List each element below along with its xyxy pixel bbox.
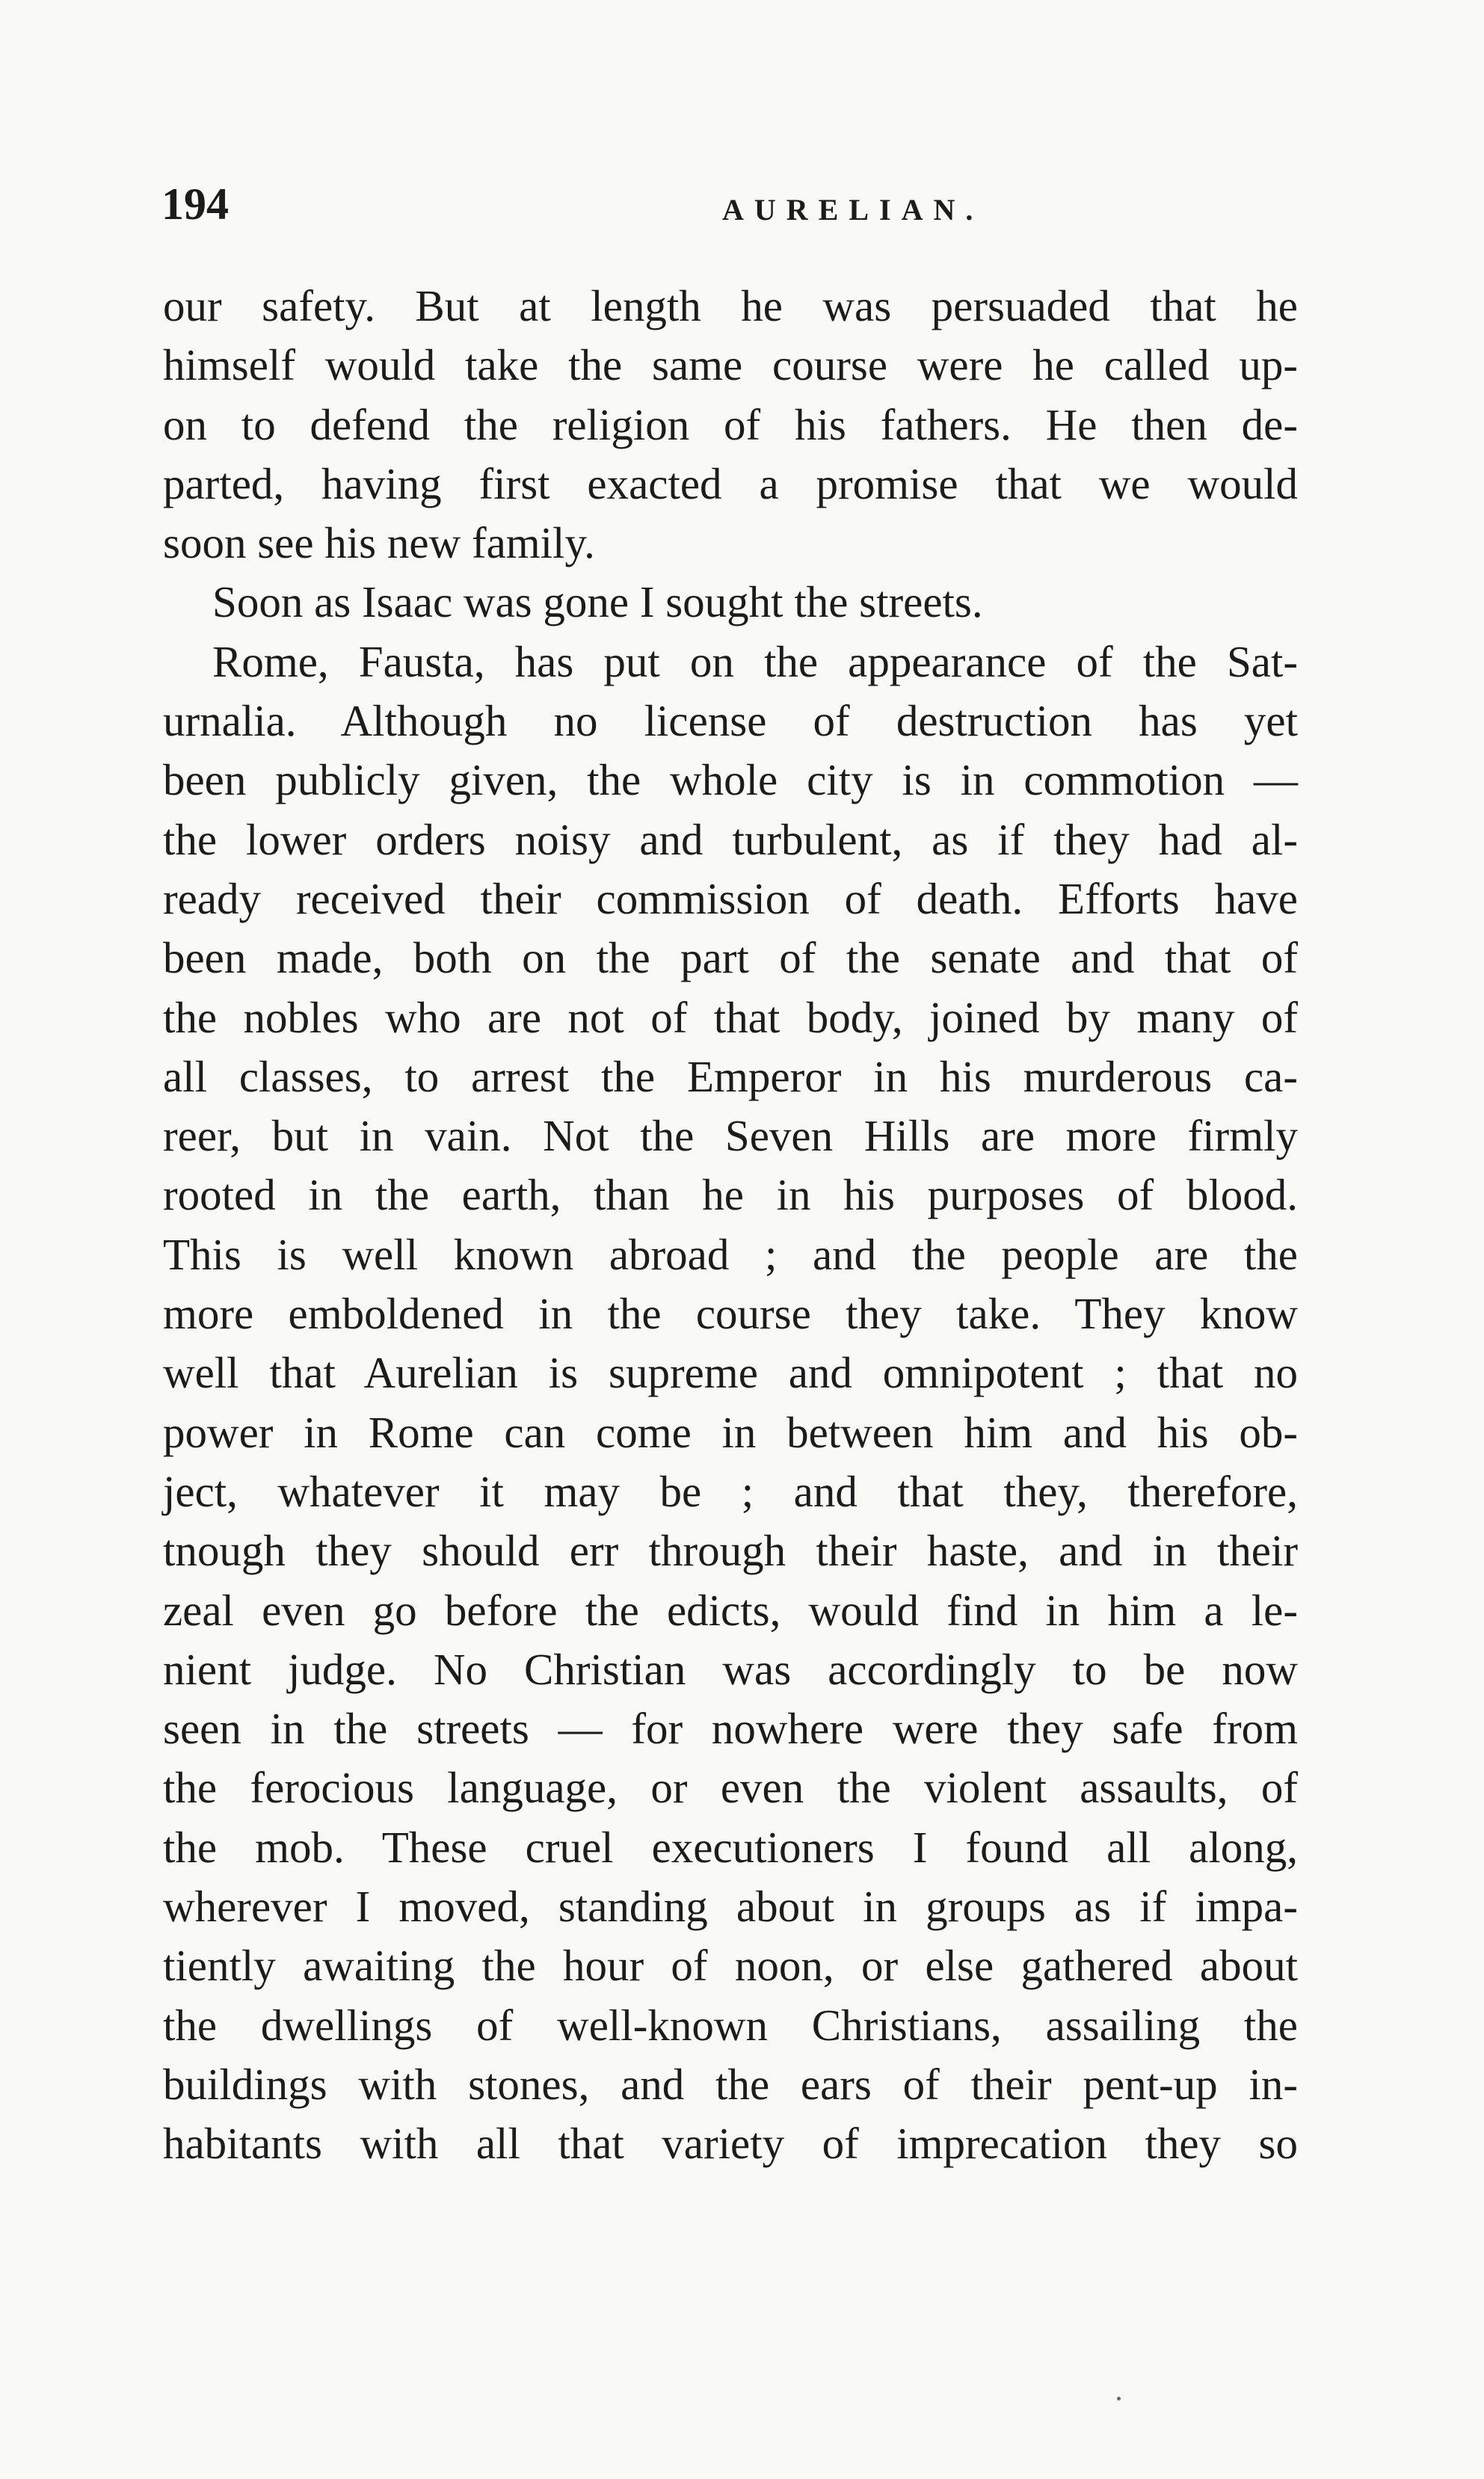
text-line: our safety. But at length he was persuaded that he [163, 281, 1298, 330]
text-line: parted, having first exacted a promise that we would [163, 458, 1298, 508]
text-line: the nobles who are not of that body, joined by many of [163, 992, 1298, 1042]
text-line: seen in the streets — for nowhere were they safe from [163, 1704, 1298, 1754]
text-line: urnalia. Although no license of destruction has yet [163, 696, 1298, 746]
text-line: tnough they should err through their haste, and in their [163, 1526, 1298, 1576]
running-title: AURELIAN. [722, 193, 984, 227]
text-line: the lower orders noisy and turbulent, as if they had al- [163, 814, 1298, 864]
text-line: soon see his new family. [163, 518, 595, 568]
text-line: on to defend the religion of his fathers. He then de- [163, 399, 1298, 449]
text-line: buildings with stones, and the ears of their pent-up in- [163, 2059, 1298, 2109]
text-line: well that Aurelian is supreme and omnipotent ; that no [163, 1348, 1298, 1398]
text-line: all classes, to arrest the Emperor in his murderous ca- [163, 1051, 1298, 1101]
text-line: more emboldened in the course they take. They know [163, 1289, 1298, 1339]
text-line: Soon as Isaac was gone I sought the streets. [212, 577, 983, 627]
text-line: the ferocious language, or even the violent assaults, of [163, 1763, 1298, 1813]
paper-speck [1117, 2397, 1121, 2401]
text-line: wherever I moved, standing about in groups as if impa- [163, 1882, 1298, 1932]
body-text [163, 277, 1298, 2174]
text-line: the mob. These cruel executioners I found all along, [163, 1822, 1298, 1872]
page-number: 194 [161, 179, 229, 229]
text-line: Rome, Fausta, has put on the appearance of the Sat- [212, 636, 1298, 686]
page-header [161, 170, 1305, 238]
text-line: zeal even go before the edicts, would find in him a le- [163, 1585, 1298, 1635]
text-line: ready received their commission of death. Efforts have [163, 873, 1298, 923]
text-line: reer, but in vain. Not the Seven Hills are more firmly [163, 1111, 1298, 1161]
text-line: ject, whatever it may be ; and that they, therefore, [163, 1466, 1298, 1516]
text-line: nient judge. No Christian was accordingly to be now [163, 1644, 1298, 1694]
text-line: been made, both on the part of the senate and that of [163, 933, 1298, 983]
text-line: the dwellings of well-known Christians, assailing the [163, 2000, 1298, 2050]
text-line: tiently awaiting the hour of noon, or else gathered about [163, 1941, 1298, 1991]
text-line: habitants with all that variety of imprecation they so [163, 2119, 1298, 2169]
text-line: been publicly given, the whole city is in commotion — [163, 755, 1298, 805]
text-line: himself would take the same course were he called up- [163, 340, 1298, 390]
text-line: power in Rome can come in between him and his ob- [163, 1407, 1298, 1457]
text-line: This is well known abroad ; and the people are the [163, 1229, 1298, 1279]
text-line: rooted in the earth, than he in his purposes of blood. [163, 1170, 1298, 1220]
